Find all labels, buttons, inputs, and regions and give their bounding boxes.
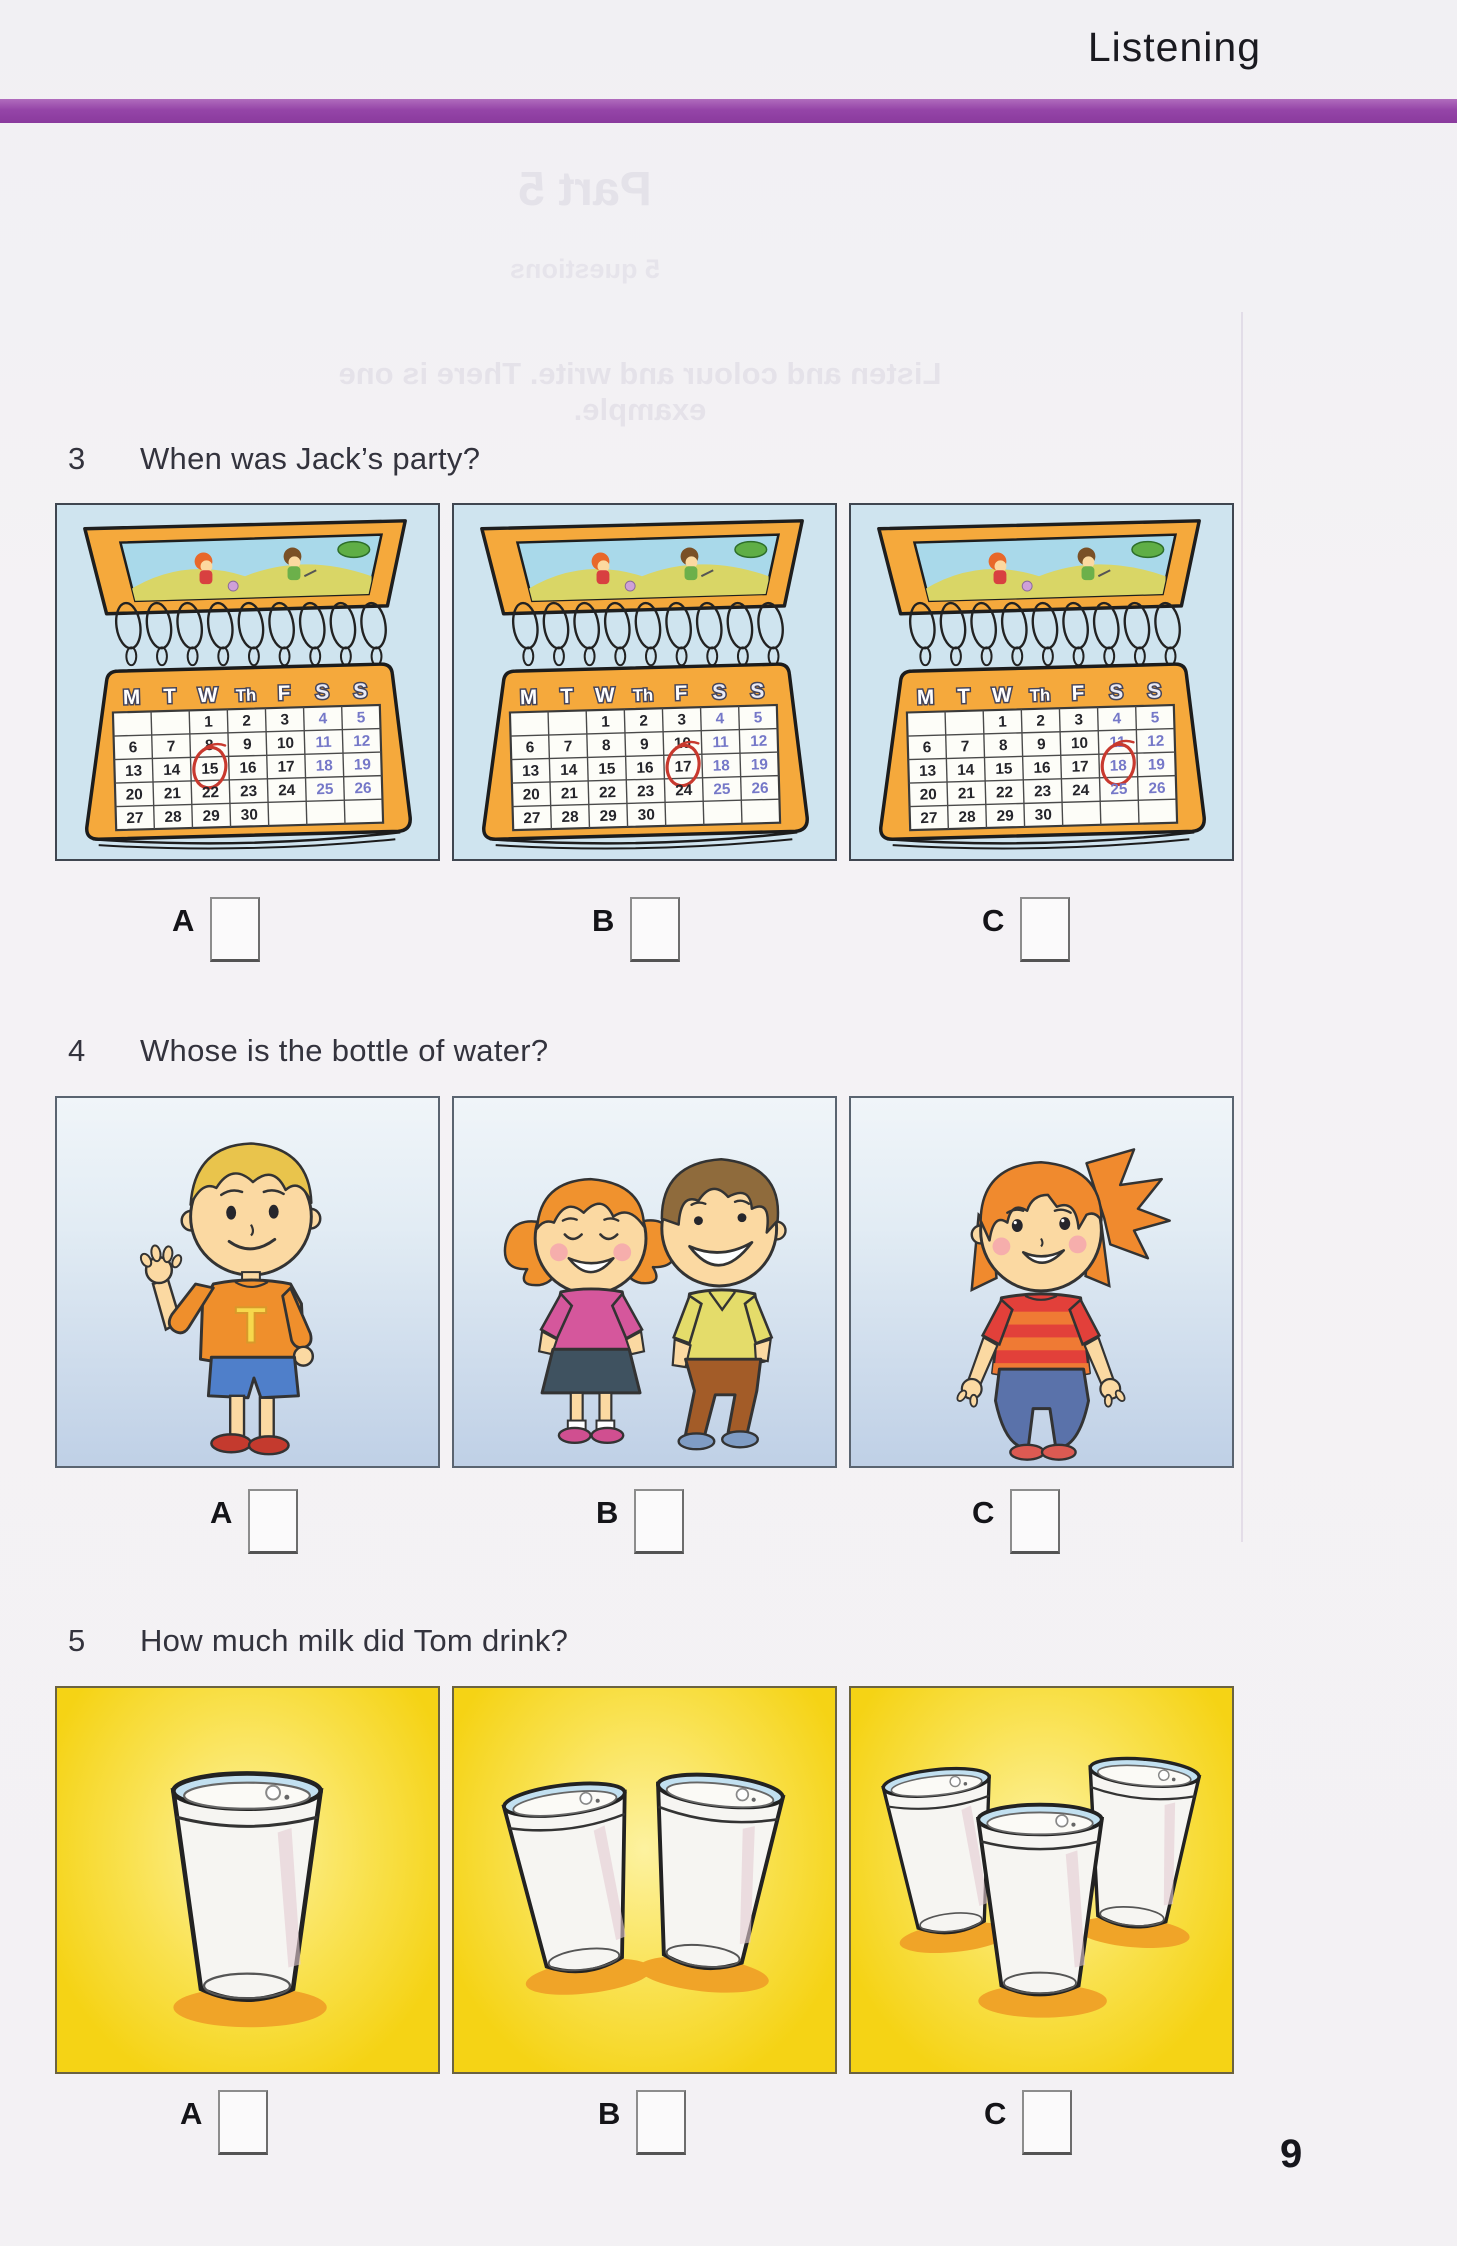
svg-text:4: 4 xyxy=(715,710,725,728)
calendar-option-a xyxy=(55,503,440,861)
q3-answer-c xyxy=(982,897,1070,962)
svg-text:20: 20 xyxy=(125,786,144,804)
svg-text:7: 7 xyxy=(563,738,573,756)
svg-text:10: 10 xyxy=(276,734,295,753)
q4-answer-box-a[interactable] xyxy=(248,1489,298,1554)
svg-text:3: 3 xyxy=(677,711,687,729)
picture-option-a xyxy=(55,1096,440,1468)
svg-text:30: 30 xyxy=(1034,806,1053,824)
calendar-option-c xyxy=(849,503,1234,861)
milk-option-b xyxy=(452,1686,837,2074)
svg-text:14: 14 xyxy=(163,761,181,779)
svg-text:2: 2 xyxy=(242,712,252,730)
svg-text:5: 5 xyxy=(1150,709,1160,727)
question-4-number: 4 xyxy=(68,1033,86,1068)
question-4-text: Whose is the bottle of water? xyxy=(140,1033,549,1068)
svg-text:6: 6 xyxy=(128,739,138,757)
svg-text:M: M xyxy=(519,685,538,710)
question-3-options-row xyxy=(55,503,1234,861)
svg-text:24: 24 xyxy=(278,781,296,800)
q4-option-letter-c: C xyxy=(972,1495,995,1530)
q5-answer-box-c[interactable] xyxy=(1022,2090,1072,2155)
q4-answer-c xyxy=(972,1489,1060,1554)
svg-text:18: 18 xyxy=(315,757,334,775)
svg-text:Th: Th xyxy=(235,685,257,706)
svg-text:17: 17 xyxy=(277,758,295,776)
svg-text:14: 14 xyxy=(560,761,578,779)
svg-text:7: 7 xyxy=(960,738,970,756)
svg-text:23: 23 xyxy=(239,782,258,801)
svg-text:30: 30 xyxy=(637,806,656,824)
svg-text:17: 17 xyxy=(1071,758,1089,776)
svg-text:23: 23 xyxy=(1033,782,1052,801)
svg-text:W: W xyxy=(197,683,218,708)
q3-answer-box-c[interactable] xyxy=(1020,897,1070,962)
svg-text:15: 15 xyxy=(201,760,219,778)
svg-text:M: M xyxy=(122,685,141,710)
svg-text:23: 23 xyxy=(636,782,655,801)
svg-text:5: 5 xyxy=(356,709,366,727)
svg-text:26: 26 xyxy=(751,779,769,798)
svg-text:28: 28 xyxy=(164,808,182,827)
q5-option-letter-b: B xyxy=(598,2096,621,2131)
header-divider-bar xyxy=(0,99,1457,123)
svg-text:1: 1 xyxy=(998,713,1008,731)
milk-option-c xyxy=(849,1686,1234,2074)
milk-glasses-illustration xyxy=(851,1688,1232,2072)
svg-text:27: 27 xyxy=(920,809,938,828)
svg-text:12: 12 xyxy=(352,732,371,751)
svg-text:18: 18 xyxy=(712,757,731,775)
svg-text:22: 22 xyxy=(995,783,1014,802)
svg-text:29: 29 xyxy=(996,807,1014,825)
svg-text:21: 21 xyxy=(957,785,976,803)
svg-text:3: 3 xyxy=(280,711,290,729)
q3-answer-box-a[interactable] xyxy=(210,897,260,962)
q4-answer-a xyxy=(210,1489,298,1554)
svg-text:F: F xyxy=(277,681,291,705)
svg-text:14: 14 xyxy=(957,761,975,779)
svg-text:10: 10 xyxy=(1070,734,1089,753)
girl-ponytail-illustration xyxy=(851,1098,1232,1466)
calendar-illustration xyxy=(57,505,438,859)
svg-text:Th: Th xyxy=(632,685,654,706)
svg-text:S: S xyxy=(711,680,727,704)
svg-text:30: 30 xyxy=(240,806,259,824)
svg-text:F: F xyxy=(674,681,688,705)
calendar-illustration xyxy=(454,505,835,859)
svg-text:1: 1 xyxy=(601,713,611,731)
svg-text:22: 22 xyxy=(598,783,617,802)
q4-option-letter-a: A xyxy=(210,1495,233,1530)
q5-answer-box-b[interactable] xyxy=(636,2090,686,2155)
q3-answer-box-b[interactable] xyxy=(630,897,680,962)
svg-text:9: 9 xyxy=(639,735,649,754)
question-5-text: How much milk did Tom drink? xyxy=(140,1623,569,1658)
picture-option-c xyxy=(849,1096,1234,1468)
svg-text:3: 3 xyxy=(1074,711,1084,729)
q5-answer-c xyxy=(984,2090,1072,2155)
svg-text:25: 25 xyxy=(1110,780,1128,799)
svg-text:11: 11 xyxy=(315,733,332,752)
svg-text:21: 21 xyxy=(560,785,579,803)
svg-text:22: 22 xyxy=(201,783,220,802)
svg-text:7: 7 xyxy=(166,738,176,756)
q5-answer-b xyxy=(598,2090,686,2155)
svg-text:8: 8 xyxy=(601,737,611,755)
page-title: Listening xyxy=(1087,24,1261,70)
svg-text:25: 25 xyxy=(713,780,731,799)
q4-option-letter-b: B xyxy=(596,1495,619,1530)
svg-text:13: 13 xyxy=(124,762,143,781)
svg-text:2: 2 xyxy=(1036,712,1046,730)
svg-text:4: 4 xyxy=(1112,710,1122,728)
svg-text:15: 15 xyxy=(598,760,616,778)
svg-text:6: 6 xyxy=(922,739,932,757)
question-3-label xyxy=(68,441,480,477)
svg-text:S: S xyxy=(750,679,765,703)
svg-text:11: 11 xyxy=(1109,733,1126,752)
svg-text:13: 13 xyxy=(521,762,540,781)
svg-text:25: 25 xyxy=(316,780,334,799)
milk-glasses-illustration xyxy=(454,1688,835,2072)
q5-answer-a xyxy=(180,2090,268,2155)
q3-answer-a xyxy=(172,897,260,962)
svg-text:28: 28 xyxy=(561,808,579,827)
girl-and-boy-illustration xyxy=(454,1098,835,1466)
svg-text:12: 12 xyxy=(1146,732,1165,751)
calendar-option-b xyxy=(452,503,837,861)
svg-text:16: 16 xyxy=(239,759,257,777)
q4-answer-b xyxy=(596,1489,684,1554)
svg-text:17: 17 xyxy=(674,758,692,776)
question-4-label xyxy=(68,1033,548,1069)
svg-text:S: S xyxy=(1108,680,1124,704)
svg-text:28: 28 xyxy=(958,808,976,827)
svg-text:15: 15 xyxy=(995,760,1013,778)
svg-text:9: 9 xyxy=(242,735,252,754)
q3-option-letter-a: A xyxy=(172,903,195,938)
svg-text:6: 6 xyxy=(525,739,535,757)
svg-text:8: 8 xyxy=(204,737,214,755)
q5-option-letter-a: A xyxy=(180,2096,203,2131)
svg-text:Th: Th xyxy=(1029,685,1051,706)
svg-text:26: 26 xyxy=(354,779,372,798)
bleedthrough-questions-label: 5 questions xyxy=(509,254,661,284)
picture-option-b xyxy=(452,1096,837,1468)
svg-text:10: 10 xyxy=(673,734,692,753)
q3-answer-b xyxy=(592,897,680,962)
page-number: 9 xyxy=(1280,2132,1303,2176)
svg-text:F: F xyxy=(1071,681,1085,705)
boy-waving-illustration xyxy=(57,1098,438,1466)
milk-option-a xyxy=(55,1686,440,2074)
svg-text:19: 19 xyxy=(353,756,372,774)
svg-text:W: W xyxy=(594,683,615,708)
svg-text:20: 20 xyxy=(919,786,938,804)
svg-text:19: 19 xyxy=(1147,756,1166,774)
jumper-letter: T xyxy=(235,1295,267,1354)
svg-text:29: 29 xyxy=(202,807,220,825)
q5-option-letter-c: C xyxy=(984,2096,1007,2131)
bleedthrough-frame-line xyxy=(1241,312,1243,1542)
svg-text:M: M xyxy=(916,685,935,710)
svg-text:5: 5 xyxy=(753,709,763,727)
question-5-number: 5 xyxy=(68,1623,86,1658)
milk-glasses-illustration xyxy=(57,1688,438,2072)
svg-text:16: 16 xyxy=(1033,759,1051,777)
svg-text:2: 2 xyxy=(639,712,649,730)
q3-option-letter-c: C xyxy=(982,903,1005,938)
bleedthrough-instruction: Listen and colour and write. There is one example. xyxy=(338,356,942,427)
svg-text:1: 1 xyxy=(204,713,214,731)
question-3-number: 3 xyxy=(68,441,86,476)
question-4-options-row xyxy=(55,1096,1234,1468)
svg-text:8: 8 xyxy=(998,737,1008,755)
svg-text:19: 19 xyxy=(750,756,769,774)
svg-text:21: 21 xyxy=(163,785,182,803)
bleedthrough-part-label: Part 5 xyxy=(518,163,652,216)
svg-text:24: 24 xyxy=(675,781,693,800)
question-5-options-row xyxy=(55,1686,1234,2074)
svg-text:16: 16 xyxy=(636,759,654,777)
svg-text:24: 24 xyxy=(1072,781,1090,800)
q4-answer-box-b[interactable] xyxy=(634,1489,684,1554)
svg-text:T: T xyxy=(957,684,971,709)
svg-text:27: 27 xyxy=(523,809,541,828)
calendar-illustration xyxy=(851,505,1232,859)
svg-text:S: S xyxy=(314,680,330,704)
q3-option-letter-b: B xyxy=(592,903,615,938)
svg-text:T: T xyxy=(560,684,574,709)
question-3-text: When was Jack’s party? xyxy=(140,441,481,476)
svg-text:12: 12 xyxy=(749,732,768,751)
svg-text:26: 26 xyxy=(1148,779,1166,798)
svg-text:18: 18 xyxy=(1109,757,1128,775)
svg-text:S: S xyxy=(1147,679,1162,703)
svg-text:29: 29 xyxy=(599,807,617,825)
question-5-label xyxy=(68,1623,568,1659)
svg-text:20: 20 xyxy=(522,786,541,804)
svg-text:4: 4 xyxy=(318,710,328,728)
svg-text:T: T xyxy=(163,684,177,709)
svg-text:S: S xyxy=(353,679,368,703)
svg-text:9: 9 xyxy=(1036,735,1046,754)
svg-text:27: 27 xyxy=(126,809,144,828)
q5-answer-box-a[interactable] xyxy=(218,2090,268,2155)
svg-text:11: 11 xyxy=(712,733,729,752)
q4-answer-box-c[interactable] xyxy=(1010,1489,1060,1554)
svg-text:W: W xyxy=(991,683,1012,708)
svg-text:13: 13 xyxy=(918,762,937,781)
